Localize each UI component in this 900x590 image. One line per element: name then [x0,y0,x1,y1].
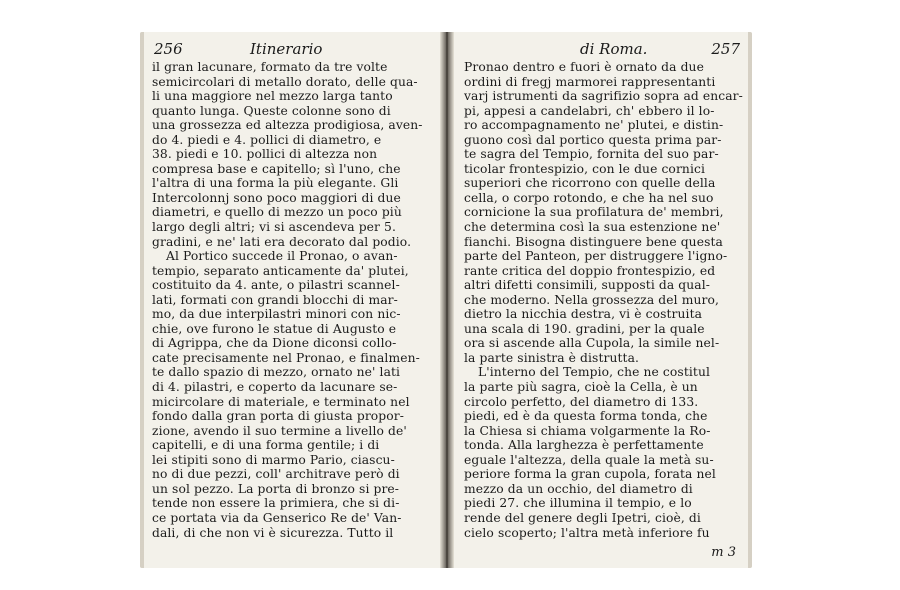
text-line: rante critica del doppio frontespizio, ed [464,263,716,278]
right-page-header [468,40,740,60]
text-line: l'altra di una forma la più elegante. Gli [152,176,399,191]
text-line: piedi, ed è da questa forma tonda, che [464,409,708,424]
text-line: eguale l'altezza, della quale la metà su- [464,452,714,467]
text-line: capitelli, e di una forma gentile; i di [152,438,380,453]
text-line: lati, formati con grandi blocchi di mar- [152,292,398,307]
text-line: zione, avendo il suo termine a livello de' [152,423,407,438]
text-line: Intercolonnj sono poco maggiori di due [152,190,401,205]
text-line: fondo dalla gran porta di giusta propor- [152,409,405,424]
text-line: mo, da due interpilastri minori con nic- [152,307,401,322]
book-gutter [440,32,454,568]
text-line: ce portata via da Genserico Re de' Van- [152,510,402,525]
text-line: una grossezza ed altezza prodigiosa, aven- [152,118,423,133]
text-line: micircolare di materiale, e terminato nel [152,394,410,409]
running-head: Itinerario [250,40,323,58]
text-line: circolo perfetto, del diametro di 133. [464,394,699,409]
text-line: Pronao dentro e fuori è ornato da due [464,60,704,74]
text-line: tempio, separato anticamente da' plutei, [152,263,409,278]
text-line: quanto lunga. Queste colonne sono di [152,103,391,118]
text-line: varj istrumenti da sagrifizio sopra ad encar- [464,89,743,104]
page-edge [140,32,144,568]
book-spread [140,32,752,568]
text-line: la parte più sagra, cioè la Cella, è un [464,380,698,395]
text-line: tende non essere la primiera, che si di- [152,496,400,511]
text-line: altri difetti consimili, supposti da qual- [464,278,711,293]
text-line: di 4. pilastri, e coperto da lacunare se- [152,380,398,395]
text-line: te dallo spazio di mezzo, ornato ne' lati [152,365,401,380]
running-head: di Roma. [580,40,648,58]
page-number: 257 [711,40,740,58]
text-line: che determina così la sua estenzione ne' [464,220,721,235]
text-line: che moderno. Nella grossezza del muro, [464,292,719,307]
text-line: gradini, e ne' lati era decorato dal podio. [152,234,412,249]
text-line: un sol pezzo. La porta di bronzo si pre- [152,481,400,496]
right-page [454,32,752,568]
text-line: Al Portico succede il Pronao, o avan- [166,249,398,264]
text-line: li una maggiore nel mezzo larga tanto [152,89,393,104]
text-line: ora si ascende alla Cupola, la simile nel- [464,336,720,351]
text-line: di Agrippa, che da Dione diconsi collo- [152,336,397,351]
text-line: una scala di 190. gradini, per la quale [464,321,705,336]
text-line: la parte sinistra è distrutta. [464,350,640,365]
text-line: superiori che ricorrono con quelle della [464,176,716,191]
text-line: cate precisamente nel Pronao, e finalmen- [152,350,420,365]
text-line: parte del Panteon, per distruggere l'igno- [464,249,728,264]
right-page-text [464,60,743,540]
text-line: chie, ove furono le statue di Augusto e [152,321,397,336]
text-line: cella, o corpo rotondo, e che ha nel suo [464,190,714,205]
page-number: 256 [154,40,183,58]
text-line: lei stipiti sono di marmo Pario, ciascu- [152,452,395,467]
text-line: costituito da 4. ante, o pilastri scannel- [152,278,400,293]
text-line: piedi 27. che illumina il tempio, e lo [464,496,692,511]
text-line: semicircolari di metallo dorato, delle qua- [152,74,418,89]
text-line: periore forma la gran cupola, forata nel [464,467,716,482]
text-line: ro accompagnamento ne' plutei, e distin- [464,118,724,133]
text-line: ticolar frontespizio, con le due cornici [464,161,705,176]
text-line: il gran lacunare, formato da tre volte [152,60,388,74]
text-line: rende del genere degli Ipetri, cioè, di [464,510,701,525]
page-edge [748,32,752,568]
text-line: pi, appesi a candelabri, ch' ebbero il lo- [464,103,715,118]
text-line: la Chiesa si chiama volgarmente la Ro- [464,423,711,438]
text-line: largo degli altri; vi si ascendeva per 5. [152,220,396,235]
text-line: dietro la nicchia destra, vi è costruita [464,307,703,322]
signature-mark: m 3 [711,545,736,560]
text-line: fianchi. Bisogna distinguere bene questa [464,234,723,249]
text-line: do 4. piedi e 4. pollici di diametro, e [152,132,382,147]
text-line: cielo scoperto; l'altra metà inferiore fu [464,525,710,540]
text-line: dali, di che non vi è sicurezza. Tutto il [152,525,394,540]
left-page-header [154,40,430,60]
text-line: ordini di fregj marmorei rappresentanti [464,74,716,89]
text-line: guono così dal portico questa prima par- [464,132,722,147]
left-page [140,32,440,568]
text-line: L'interno del Tempio, che ne costitul [478,365,710,380]
left-page-text [152,60,432,540]
text-line: 38. piedi e 10. pollici di altezza non [152,147,378,162]
text-line: mezzo da un occhio, del diametro di [464,481,693,496]
text-line: cornicione la sua profilatura de' membri, [464,205,724,220]
text-line: te sagra del Tempio, fornita del suo par- [464,147,719,162]
text-line: diametri, e quello di mezzo un poco più [152,205,402,220]
text-line: tonda. Alla larghezza è perfettamente [464,438,704,453]
text-line: no di due pezzi, coll' architrave però di [152,467,400,482]
text-line: compresa base e capitello; sì l'uno, che [152,161,401,176]
